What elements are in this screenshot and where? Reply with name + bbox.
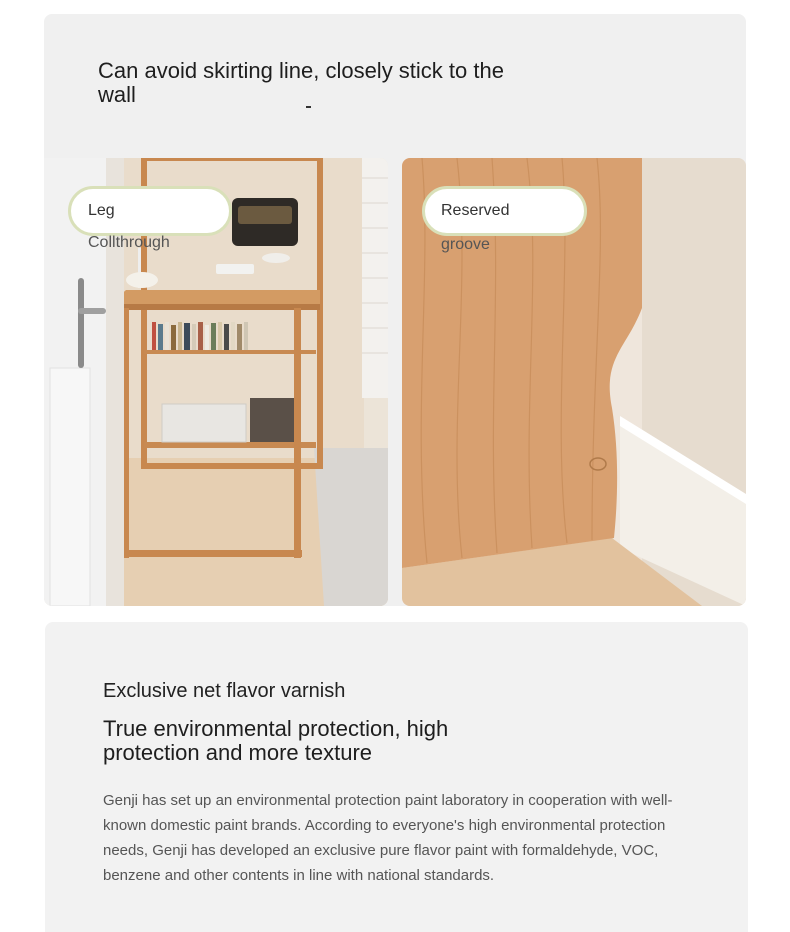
- section-subtitle: Exclusive net flavor varnish: [103, 680, 346, 702]
- callout-groove-sublabel: groove: [441, 236, 490, 253]
- callout-groove-label: Reserved: [441, 202, 510, 219]
- decorative-dash: [306, 106, 311, 108]
- callout-leg-label: Leg: [88, 202, 115, 219]
- section-body: Genji has set up an environmental protection paint laboratory in cooperation with well-known domestic paint brands. According to everyone's high environmental protection needs, Genji has developed an exclusive pure flavor paint with formaldehyde, VOC, benzene and other contents in line with national standards.: [103, 792, 673, 884]
- section-title: True environmental protection, high protection and more texture: [103, 716, 449, 765]
- feature-panel-bottom: [45, 622, 748, 932]
- callout-leg-sublabel: Collthrough: [88, 234, 170, 251]
- headline: Can avoid skirting line, closely stick to the wall: [98, 58, 504, 107]
- feature-panel-top: [44, 14, 746, 606]
